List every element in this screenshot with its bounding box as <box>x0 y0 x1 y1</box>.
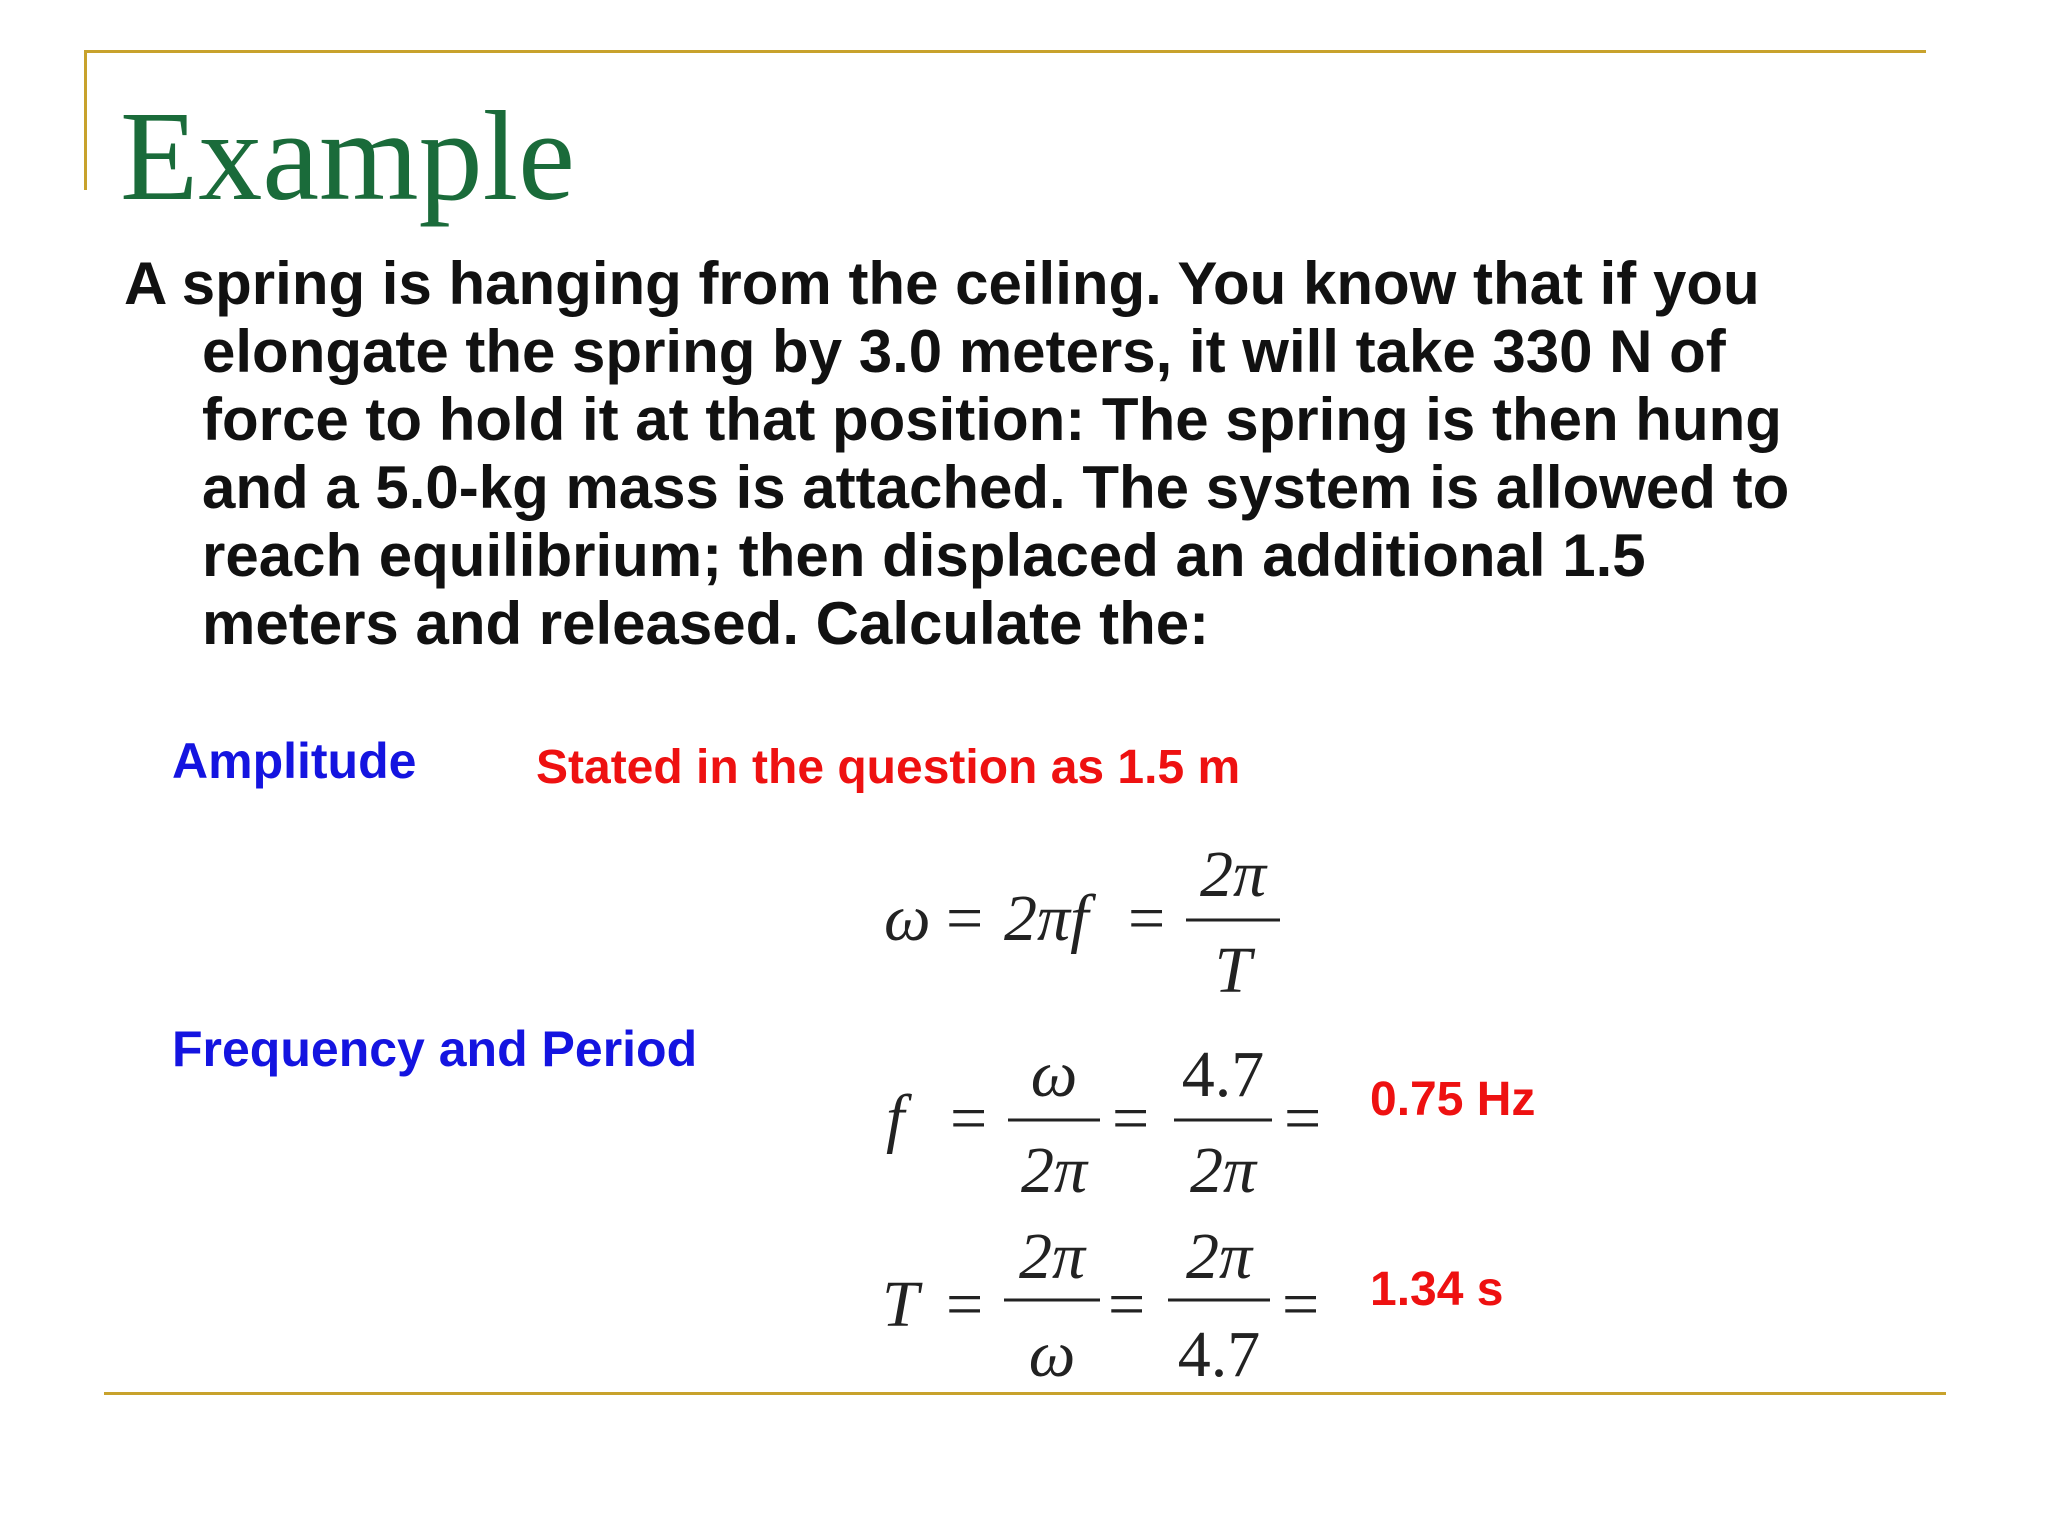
fraction-denominator: ω <box>1028 1318 1076 1391</box>
top-rule <box>84 50 1926 53</box>
fraction-numerator: 2π <box>1018 1220 1086 1293</box>
amplitude-answer: Stated in the question as 1.5 m <box>536 741 1241 794</box>
equals-sign: = <box>1128 882 1166 955</box>
fraction-numerator: ω <box>1030 1038 1078 1111</box>
omega-symbol: ω <box>884 882 931 955</box>
equals-sign: = <box>1284 1082 1322 1155</box>
frequency-equation <box>860 1022 1380 1212</box>
problem-line: meters and released. Calculate the: <box>202 590 1210 657</box>
problem-line: elongate the spring by 3.0 meters, it will take 330 N of <box>202 318 1726 385</box>
fraction-numerator: 2π <box>1185 1220 1253 1293</box>
fraction-denominator: T <box>1214 934 1252 1007</box>
equals-sign: = <box>1282 1268 1320 1341</box>
equals-sign: = <box>946 1268 984 1341</box>
fraction-numerator: 2π <box>1199 838 1267 911</box>
equals-sign: = <box>1112 1082 1150 1155</box>
equals-sign: = <box>946 882 984 955</box>
frequency-answer: 0.75 Hz <box>1370 1073 1536 1126</box>
period-answer: 1.34 s <box>1370 1263 1504 1316</box>
equals-sign: = <box>1108 1268 1146 1341</box>
T-symbol: T <box>882 1268 919 1341</box>
problem-line: and a 5.0-kg mass is attached. The system is allowed to <box>202 454 1790 521</box>
problem-line: force to hold it at that position: The spring is then hung <box>202 386 1782 453</box>
problem-line: reach equilibrium; then displaced an additional 1.5 <box>202 522 1646 589</box>
slide-title: Example <box>120 85 575 227</box>
problem-statement <box>124 250 1924 658</box>
amplitude-label: Amplitude <box>172 733 417 789</box>
problem-line: A spring is hanging from the ceiling. You know that if you <box>124 250 1760 317</box>
omega-equation <box>860 830 1300 1010</box>
frequency-period-label: Frequency and Period <box>172 1021 698 1077</box>
two-pi-f-term: 2πf <box>1004 882 1089 955</box>
left-rule <box>84 50 87 190</box>
fraction-denominator: 2π <box>1189 1134 1257 1207</box>
fraction-denominator: 4.7 <box>1177 1318 1261 1391</box>
equals-sign: = <box>950 1082 988 1155</box>
fraction-denominator: 2π <box>1020 1134 1088 1207</box>
period-equation <box>860 1216 1380 1396</box>
f-symbol: f <box>886 1082 905 1155</box>
fraction-numerator: 4.7 <box>1181 1038 1265 1111</box>
